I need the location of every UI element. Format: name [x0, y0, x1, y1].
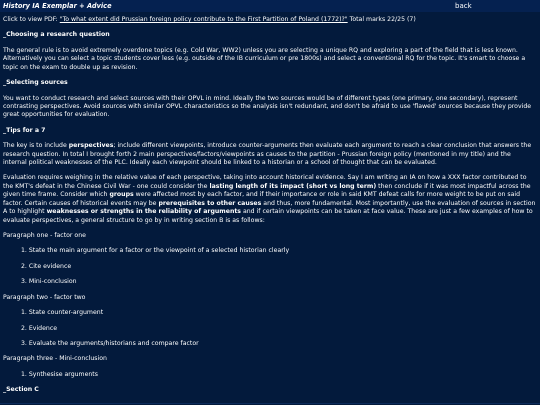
- intro-prefix: Click to view PDF:: [3, 16, 60, 23]
- list-item: 3. Evaluate the arguments/historians and compare factor: [21, 339, 199, 347]
- intro-line: [3, 16, 536, 24]
- article-content: [3, 16, 536, 395]
- pdf-link[interactable]: "To what extent did Prussian foreign policy contribute to the First Partition of Poland (1772)?": [59, 16, 348, 23]
- list-item: 1. Synthesise arguments: [21, 370, 98, 378]
- paragraph-three-title: Paragraph three - Mini-conclusion: [3, 355, 107, 363]
- heading-choosing: _Choosing a research question: [3, 31, 110, 39]
- list-item: 1. State the main argument for a factor or the viewpoint of a selected historian clearly: [21, 247, 290, 255]
- tips-text: Evaluation requires weighing in the relative value of each perspective, taking into account historical evidence. Say I am writing an IA on how a XXX factor contributed to the KMT's defeat in the Chinese Civil War - one could consider the: [3, 174, 527, 190]
- divider: [0, 403, 540, 404]
- heading-section-c: _Section C: [3, 386, 39, 394]
- top-bar: [0, 0, 540, 12]
- tips-paragraph-1: [3, 142, 536, 167]
- tips-bold: groups: [109, 191, 134, 199]
- tips-bold-perspectives: perspectives: [68, 142, 114, 150]
- paragraph-one-title: Paragraph one - factor one: [3, 232, 86, 240]
- tips-bold: lasting length of its impact (short vs long term): [209, 182, 377, 190]
- tips-text: and thus, more fundamental. Most importantly, use the evaluation of sources in section A to highlight: [3, 199, 536, 216]
- list-item: 2. Evidence: [21, 324, 58, 332]
- heading-selecting: _Selecting sources: [3, 79, 68, 87]
- back-link[interactable]: back: [455, 2, 472, 10]
- tips-text: then conclude if it was most impactful across the given time frame. Consider which: [3, 182, 531, 199]
- tips-text: were affected most by each factor, and if their importance or role in said KMT defeat calls for more weight to be put on said factor. Certain causes of historical events may be: [3, 191, 521, 207]
- total-marks: Total marks 22/25 (7): [347, 16, 416, 23]
- list-item: 3. Mini-conclusion: [21, 278, 77, 286]
- selecting-body: You want to conduct research and select sources with their OPVL in mind. Ideally the two sources would be of different types (one primary, one secondary), represent contrasting perspectives. Avoid sources with similar OPVL characteristics so the analysis isn't redundant, and don't be afraid to use 'flawed' sources because they provide great opportunities for evaluation.: [3, 94, 532, 119]
- tips-bold: weaknesses or strengths in the reliability of arguments: [46, 208, 241, 216]
- tips-text: ; include different viewpoints, introduce counter-arguments then evaluate each argument to reach a clear conclusion that answers the research question. In total I brought forth 2 main perspectives/factors/viewpoints as causes to the partition - Prussian foreign policy (mentioned in my title) and the internal political weaknesses of the PLC. Ideally each viewpoint should be linked to a historian or a school of thought that can be evaluated.: [3, 142, 532, 167]
- tips-text: The key is to include: [3, 142, 69, 150]
- tips-text: and if certain viewpoints can be taken at face value. These are just a few examples of how to evaluate perspectives, a general structure to go by in writing section B is as follows:: [3, 208, 533, 224]
- tips-bold: prerequisites to other causes: [158, 199, 262, 207]
- page-title: History IA Exemplar + Advice: [3, 2, 112, 10]
- paragraph-two-title: Paragraph two - factor two: [3, 293, 86, 301]
- tips-paragraph-2: [3, 174, 536, 225]
- choosing-body: The general rule is to avoid extremely overdone topics (e.g. Cold War, WW2) unless you are selecting a unique RQ and exploring a part of the field that is less known. Alternatively you can select a topic students cover less (e.g. outside of the IB curriculum or pre 1800s) and select a conventional RQ for the topic. It's smart to choose a topic on the exam to double up as revision.: [3, 46, 526, 71]
- heading-tips: _Tips for a 7: [3, 126, 46, 134]
- list-item: 2. Cite evidence: [21, 262, 72, 270]
- list-item: 1. State counter-argument: [21, 309, 104, 317]
